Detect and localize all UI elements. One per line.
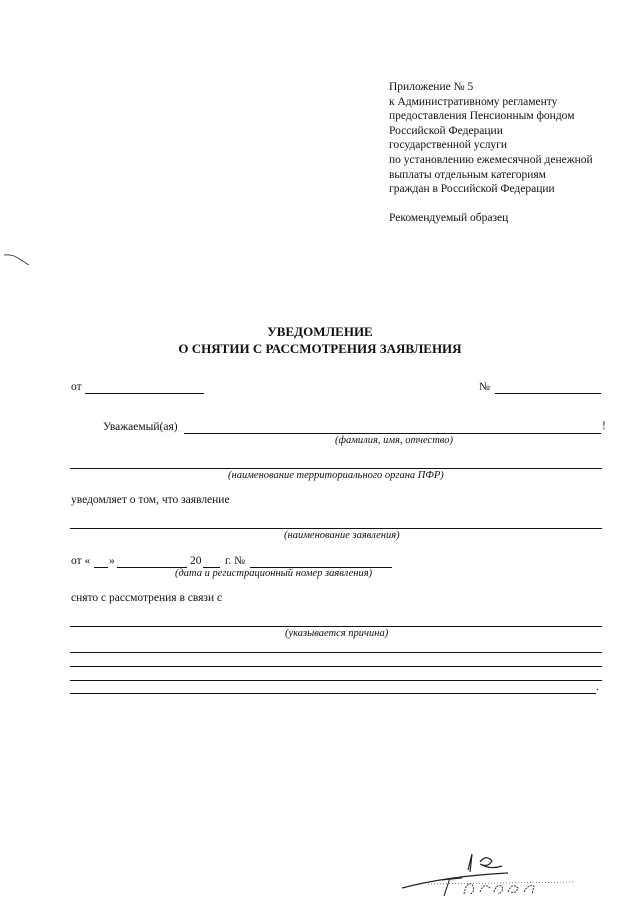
notify-text: уведомляет о том, что заявление	[71, 494, 230, 506]
appendix-line: государственной услуги	[389, 139, 508, 152]
appendix-line: Российской Федерации	[389, 124, 503, 137]
from-label: от	[71, 381, 82, 393]
document-title: УВЕДОМЛЕНИЕ	[267, 324, 373, 339]
caption-pfr: (наименование территориального органа ПФР)	[228, 470, 444, 481]
exclamation-mark: !	[602, 420, 606, 432]
handwritten-signature-icon	[398, 848, 588, 900]
application-name-field[interactable]	[70, 528, 602, 529]
year-prefix: 20	[190, 555, 202, 567]
reason-field-1[interactable]	[70, 626, 602, 627]
final-period: .	[596, 681, 599, 693]
reg-number-label: г. №	[225, 555, 246, 567]
date-from-label: от «	[71, 555, 91, 567]
caption-application: (наименование заявления)	[284, 530, 400, 541]
pfr-organ-field[interactable]	[70, 468, 602, 469]
reason-field-5[interactable]	[70, 693, 596, 694]
reason-field-2[interactable]	[70, 652, 602, 653]
reason-field-3[interactable]	[70, 666, 602, 667]
caption-fio: (фамилия, имя, отчество)	[335, 435, 453, 446]
appendix-line: к Административному регламенту	[389, 95, 558, 108]
number-field[interactable]	[495, 393, 601, 394]
scan-mark-icon	[4, 252, 30, 268]
appendix-line: Приложение № 5	[389, 81, 474, 93]
appendix-line: по установлению ежемесячной денежной	[389, 153, 593, 166]
date-close-quote: »	[109, 555, 115, 567]
number-label: №	[479, 381, 490, 393]
caption-date: (дата и регистрационный номер заявления)	[175, 568, 373, 579]
from-date-field[interactable]	[85, 393, 204, 394]
greeting-label: Уважаемый(ая)	[103, 421, 178, 433]
withdrawn-text: снято с рассмотрения в связи с	[71, 592, 223, 604]
fio-field[interactable]	[184, 433, 601, 434]
reason-field-4[interactable]	[70, 680, 602, 681]
sample-label: Рекомендуемый образец	[389, 212, 509, 224]
appendix-header	[389, 80, 593, 197]
caption-reason: (указывается причина)	[285, 628, 389, 639]
day-field[interactable]	[94, 567, 108, 568]
document-subtitle: О СНЯТИИ С РАССМОТРЕНИЯ ЗАЯВЛЕНИЯ	[178, 341, 462, 356]
appendix-line: выплаты отдельным категориям	[389, 168, 546, 181]
appendix-line: предоставления Пенсионным фондом	[389, 110, 575, 123]
appendix-line: граждан в Российской Федерации	[389, 183, 555, 196]
